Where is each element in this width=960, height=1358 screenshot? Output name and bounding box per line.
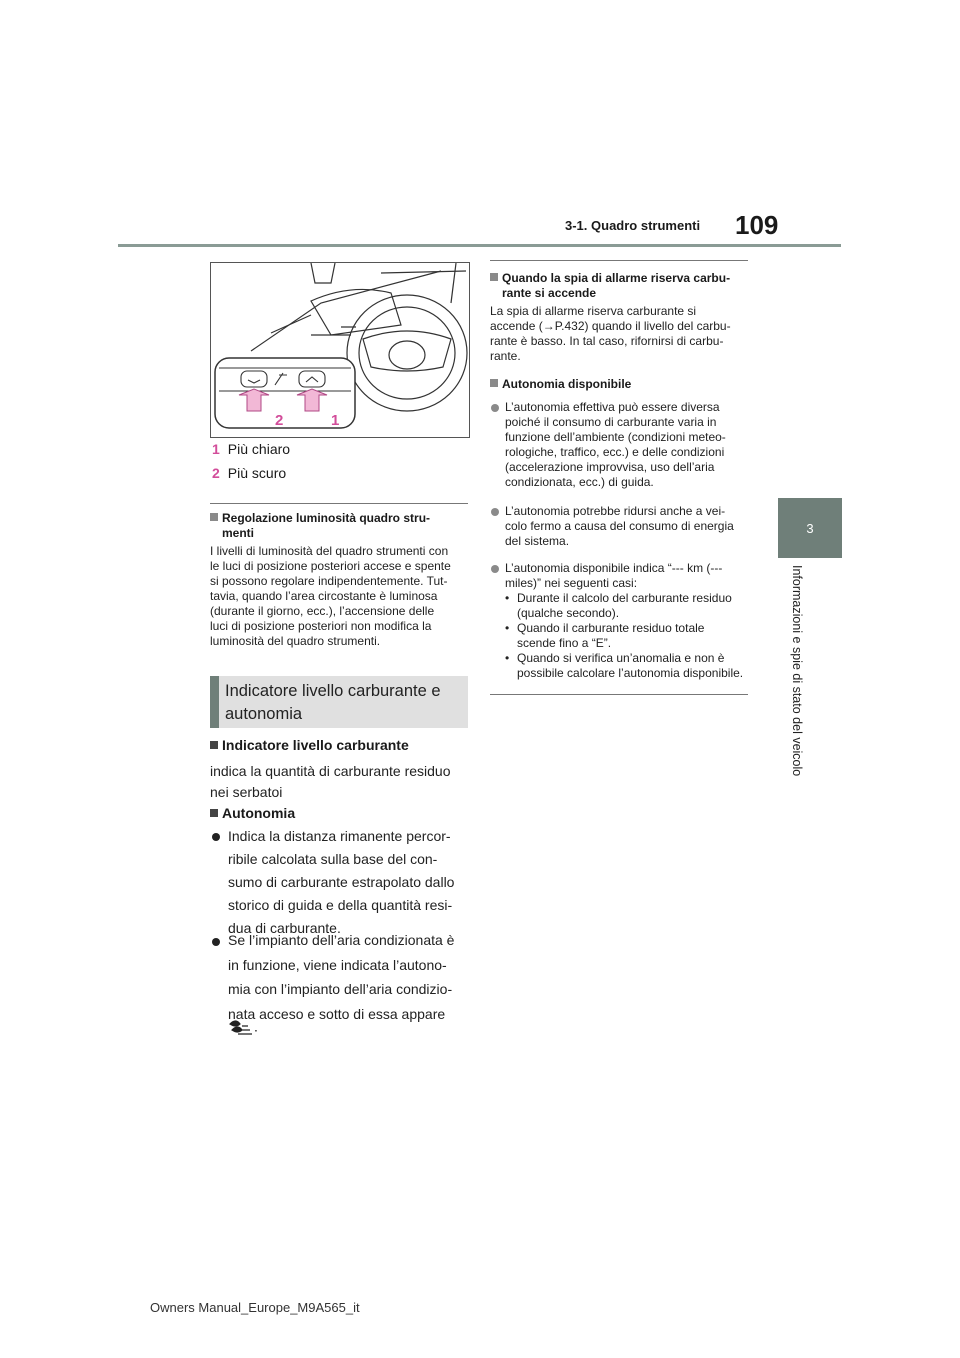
fuel-gauge-title: Indicatore livello carburante	[210, 737, 409, 753]
caption-text: Più chiaro	[227, 441, 291, 457]
range-title: Autonomia	[210, 805, 295, 821]
bullet-icon	[212, 833, 220, 841]
fuel-gauge-body: indica la quantità di carburante residuo nei serbatoi	[210, 763, 451, 800]
dashboard-illustration	[210, 262, 470, 438]
available-range-title: Autonomia disponibile	[490, 377, 631, 392]
section-heading-box	[210, 676, 468, 728]
bullet-icon	[491, 404, 499, 412]
list-item: • Quando si verifica un’anomalia e non è	[505, 651, 725, 665]
heading-accent-bar	[210, 676, 219, 728]
list-item: • Quando il carburante residuo totale	[505, 621, 705, 635]
caption-text: Più scuro	[227, 465, 287, 481]
section-header: 3-1. Quadro strumenti	[565, 218, 701, 233]
divider	[490, 694, 748, 695]
range-note-1: L’autonomia effettiva può essere diversa poiché il consumo di carburante varia in funzione dell’ambiente (condizioni meteo- rologiche, traffico, ecc.) e delle condizioni (accelerazione improvvisa, uso dell’aria condizionata, ecc.) di guida.	[505, 400, 726, 489]
section-heading: Indicatore livello carburante e autonomia	[225, 682, 441, 723]
square-bullet-icon	[490, 273, 498, 281]
caption-1	[212, 441, 290, 457]
page-number: 109	[735, 210, 779, 240]
bullet-icon	[491, 508, 499, 516]
divider	[490, 260, 748, 261]
square-bullet-icon	[210, 513, 218, 521]
caption-number: 2	[212, 465, 220, 481]
range-sub-list: • Durante il calcolo del carburante residuo (qualche secondo). • Quando il carburante residuo totale scende fino a “E”. • Quando si verifica un’anomalia e non è possibile calcolare l’autonomia disponibile.	[505, 591, 755, 681]
header-rule	[118, 244, 841, 247]
range-bullet-2: Se l’impianto dell’aria condizionata è in funzione, viene indicata l’autono- mia con l’impianto dell’aria condizio- nata acceso e sotto di essa appare	[228, 932, 455, 1022]
caption-number: 1	[212, 441, 220, 457]
callout-1: 1	[331, 412, 340, 429]
chapter-title: Informazioni e spie di stato del veicolo	[790, 565, 804, 777]
bullet-icon	[212, 938, 220, 946]
brightness-note-body: I livelli di luminosità del quadro strumenti con le luci di posizione posteriori accese e spente si possono regolare indipendentemente. Tut- tavia, quando l’area circostante è luminosa (durante il giorno, ecc.), l’accensione delle luci di posizione posteriori non modifica la luminosità del quadro strumenti.	[210, 544, 451, 648]
footer-text: Owners Manual_Europe_M9A565_it	[150, 1300, 360, 1315]
square-bullet-icon	[490, 379, 498, 387]
callout-2: 2	[275, 412, 284, 429]
range-note-3: L’autonomia disponibile indica “--- km (--- miles)” nei seguenti casi:	[505, 561, 723, 590]
bullet-icon	[491, 565, 499, 573]
ac-icon-line: .	[228, 1018, 258, 1038]
range-bullet-1: Indica la distanza rimanente percor- ribile calcolata sulla base del con- sumo di carburante estrapolato dallo storico di guida e della quantità resi- dua di carburante.	[228, 828, 455, 936]
chapter-number: 3	[806, 520, 814, 536]
warning-body: La spia di allarme riserva carburante si accende (→P.432) quando il livello del carbu- rante è basso. In tal caso, rifornirsi di carbu- rante.	[490, 304, 731, 363]
dashboard-drawing	[211, 263, 469, 437]
list-item: • Durante il calcolo del carburante residuo	[505, 591, 732, 605]
chapter-tab	[778, 498, 842, 558]
square-bullet-icon	[210, 741, 218, 749]
chapter-title-vertical	[760, 565, 830, 795]
divider	[210, 503, 468, 504]
range-note-2: L’autonomia potrebbe ridursi anche a vei- colo fermo a causa del consumo di energia del sistema.	[505, 504, 734, 548]
brightness-note-title: Regolazione luminosità quadro stru- menti	[210, 511, 468, 541]
caption-2	[212, 465, 286, 481]
air-conditioning-icon	[228, 1018, 254, 1038]
warning-title: Quando la spia di allarme riserva carbu- rante si accende	[490, 271, 752, 301]
square-bullet-icon	[210, 809, 218, 817]
